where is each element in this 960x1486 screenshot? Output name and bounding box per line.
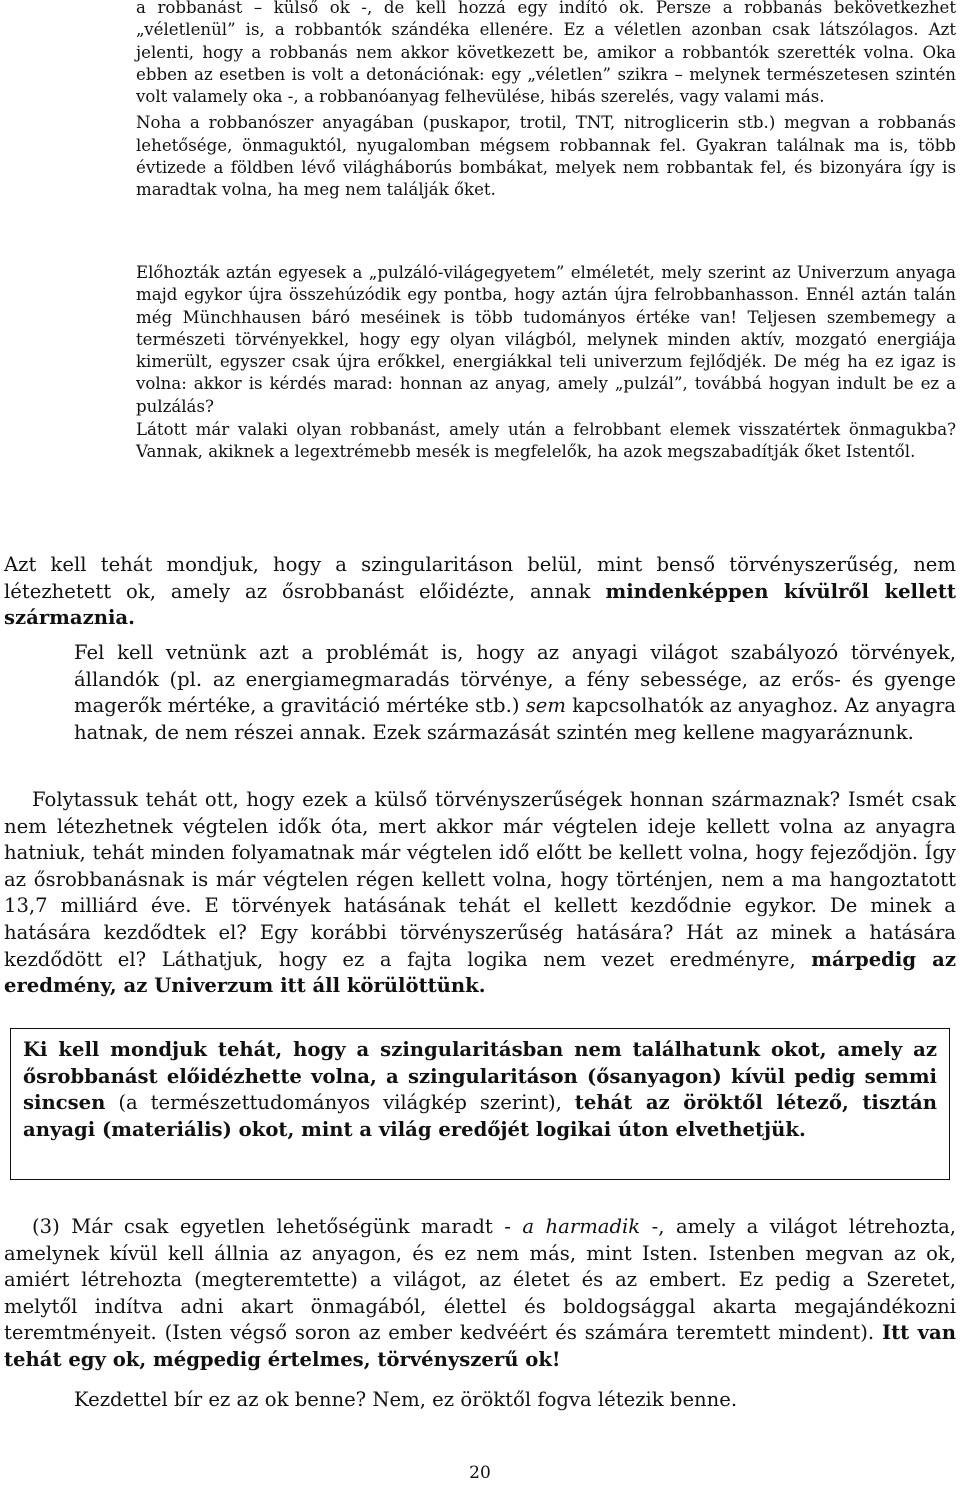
main-paragraph-2 — [74, 640, 956, 746]
paragraph-text: kapcsolhatók az anyaghoz. Az anyagra hatnak, de nem részei annak. Ezek származását szintén meg kellene magyaráznunk. — [74, 694, 956, 744]
paragraph: a robbanást – külső ok -, de kell hozzá egy indító ok. Persze a robbanás bekövetkezhet „véletlenül” is, a robbantók szándéka ellenére. Ez a véletlen azonban csak látszólagos. Azt jelenti, hogy a robbanás nem akkor következett be, amikor a robbantók szerették volna. Oka ebben az esetben is volt a detonációnak: egy „véletlen” szikra – melynek természetesen szintén volt valamely oka -, a robbanóanyag felhevülése, hibás szerelés, vagy valami más. — [136, 0, 956, 107]
main-paragraph-3 — [4, 787, 956, 1000]
emphasis-bold: márpedig az eredmény, az Univerzum itt áll körülöttünk. — [4, 947, 956, 998]
paragraph-text: Folytassuk tehát ott, hogy ezek a külső törvényszerűségek honnan származnak? Ismét csak nem létezhetnek végtelen idők óta, mert akkor már végtelen ideje kellett volna az anyagra hatniuk, tehát minden folyamatnak már végtelen idő előtt be kellett volna, hogy fejeződjön. Így az ősrobbanásnak is már végtelen régen kellett volna, hogy történjen, nem a ma hangoztatott 13,7 milliárd éve. E törvények hatásának tehát el kellett kezdődnie egykor. De minek a hatására kezdődtek el? Egy korábbi törvényszerűség hatására? Hát az minek a hatására kezdődött el? Láthatjuk, hogy ez a fajta logika nem vezet eredményre, — [4, 788, 956, 971]
emphasis-italic: sem — [525, 694, 566, 718]
paragraph-text: (3) Már csak egyetlen lehetőségünk maradt - — [32, 1215, 523, 1238]
emphasis-italic: a harmadik — [522, 1215, 641, 1238]
paragraph: Noha a robbanószer anyagában (puskapor, trotil, TNT, nitroglicerin stb.) megvan a robbanás lehetősége, önmaguktól, nyugalomban mégsem robbannak fel. Gyakran találnak ma is, több évtizede a földben lévő világháborús bombákat, melyek nem robbantak fel, és bizonyára így is maradtak volna, ha meg nem találják őket. — [136, 113, 956, 200]
boxed-normal-text: (a természettudományos világkép szerint), — [105, 1091, 575, 1115]
paragraph-text: Azt kell tehát mondjuk, hogy a szingularitáson belül, mint benső törvényszerűség, nem létezhetett ok, amely az ősrobbanást előidézte, annak — [4, 553, 956, 603]
page-number: 20 — [469, 1463, 491, 1483]
boxed-conclusion — [10, 1028, 950, 1180]
paragraph: Látott már valaki olyan robbanást, amely után a felrobbant elemek visszatértek önmagukba? Vannak, akiknek a legextrémebb mesék is megfelelők, ha azok megszabadítják őket Istentől. — [136, 420, 956, 462]
paragraph: Előhozták aztán egyesek a „pulzáló-világegyetem” elméletét, mely szerint az Univerzum anyaga majd egykor újra összehúzódik egy pontba, hogy aztán újra felrobbanhasson. Ennél aztán talán még Münchhausen báró meséinek is több tudományos értéke van! Teljesen szembemegy a természeti törvényekkel, hogy egy olyan világból, melynek minden aktív, mozgató energiája kimerült, egyszer csak újra erőkkel, energiákkal teli univerzum fejlődjék. De még ha ez igaz is volna: akkor is kérdés marad: honnan az anyag, amely „pulzál”, továbbá hogyan indult be ez a pulzálás? — [136, 263, 956, 416]
main-paragraph-1 — [4, 552, 956, 632]
main-paragraph-4 — [4, 1214, 956, 1374]
emphasis-bold: Itt van tehát egy ok, mégpedig értelmes, törvényszerű ok! — [4, 1321, 956, 1371]
paragraph-text: -, amely a világot létrehozta, amelynek kívül kell állnia az anyagon, és ez nem más, mint Isten. Istenben megvan az ok, amiért létrehozta (megteremtette) a világot, az életet és az embert. Ez pedig a Szeretet, melytől indítva adni akart önmagából, élettel és boldogsággal akarta megajándékozni teremtményeit. (Isten végső soron az ember kedvéért és számára teremtett mindent). — [4, 1215, 956, 1345]
paragraph-text: Kezdettel bír ez az ok benne? Nem, ez öröktől fogva létezik benne. — [74, 1388, 738, 1411]
emphasis-bold: mindenképpen kívülről kellett származnia. — [4, 579, 956, 630]
paragraph-text: Fel kell vetnünk azt a problémát is, hogy az anyagi világot szabályozó törvények, állandók (pl. az energiamegmaradás törvénye, a fény sebessége, az erős- és gyenge magerők mértéke, a gravitáció mértéke stb.) — [74, 641, 956, 718]
indented-quote-pulzalo — [136, 262, 956, 464]
indented-quote-robbanas — [136, 0, 956, 202]
boxed-bold-text: tehát az öröktől létező, tisztán anyagi (materiális) okot, mint a világ eredőjét logikai úton elvethetjük. — [23, 1091, 937, 1141]
main-paragraph-5 — [74, 1387, 956, 1414]
boxed-bold-text: Ki kell mondjuk tehát, hogy a szingularitásban nem találhatunk okot, amely az ősrobbanást előidézhette volna, a szingularitáson (ősanyagon) kívül pedig semmi sincsen — [23, 1038, 937, 1115]
